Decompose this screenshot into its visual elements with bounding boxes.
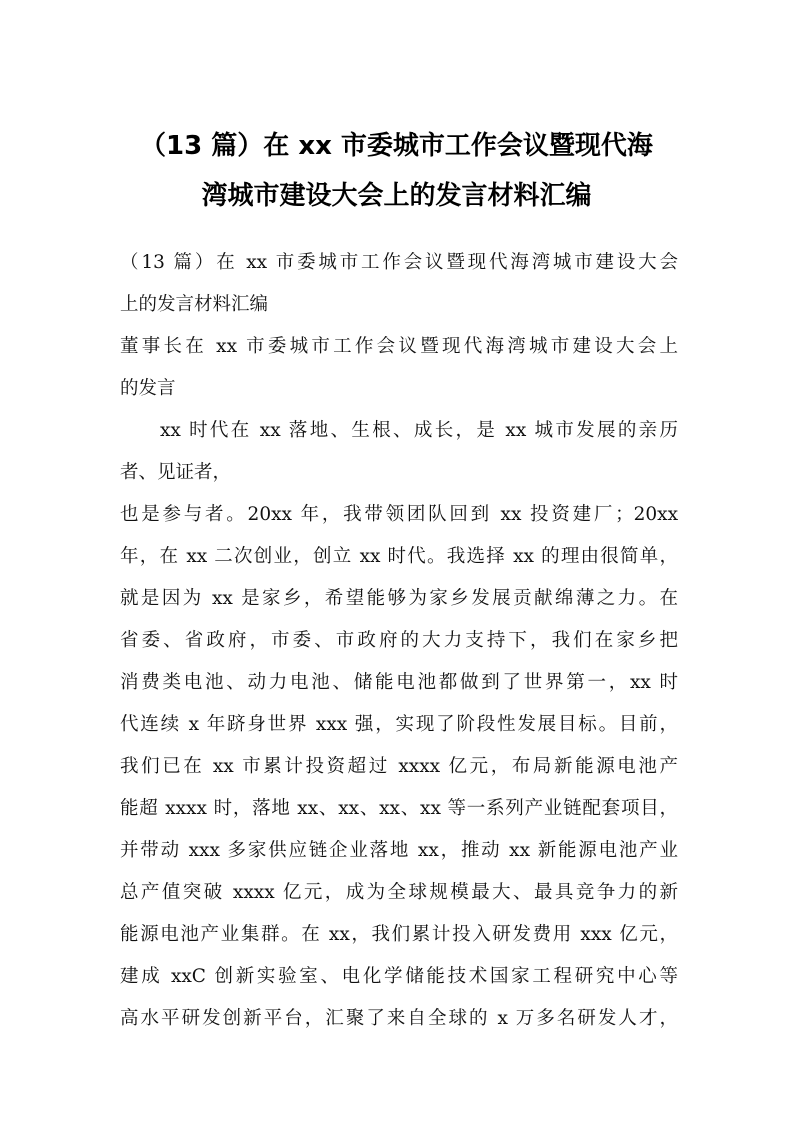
text-line: 也是参与者。20xx 年，我带领团队回到 xx 投资建厂；20xx: [120, 504, 678, 525]
text-line: 就是因为 xx 是家乡，希望能够为家乡发展贡献绵薄之力。在: [120, 588, 678, 609]
text-line: 年，在 xx 二次创业，创立 xx 时代。我选择 xx 的理由很简单，: [120, 546, 678, 567]
text-line: （13 篇）在 xx 市委城市工作会议暨现代海湾城市建设大会: [120, 252, 678, 273]
text-line: 的发言: [120, 378, 176, 399]
text-line: xx 时代在 xx 落地、生根、成长，是 xx 城市发展的亲历: [160, 420, 678, 441]
text-line: 省委、省政府，市委、市政府的大力支持下，我们在家乡把: [120, 630, 678, 651]
text-line: 总产值突破 xxxx 亿元，成为全球规模最大、最具竞争力的新: [120, 882, 678, 903]
text-line: 能源电池产业集群。在 xx，我们累计投入研发费用 xxx 亿元，: [120, 924, 678, 945]
text-line: 者、见证者，: [120, 462, 232, 483]
text-line: 我们已在 xx 市累计投资超过 xxxx 亿元，布局新能源电池产: [120, 756, 678, 777]
text-line: 建成 xxC 创新实验室、电化学储能技术国家工程研究中心等: [120, 966, 678, 987]
text-line: 能超 xxxx 时，落地 xx、xx、xx、xx 等一系列产业链配套项目，: [120, 798, 678, 819]
document-title-line-1: （13 篇）在 xx 市委城市工作会议暨现代海: [140, 131, 653, 161]
text-line: 并带动 xxx 多家供应链企业落地 xx，推动 xx 新能源电池产业: [120, 840, 678, 861]
text-line: 代连续 x 年跻身世界 xxx 强，实现了阶段性发展目标。目前，: [120, 714, 678, 735]
text-line: 上的发言材料汇编: [120, 294, 269, 315]
document-body: [120, 247, 678, 1045]
document-title-line-2: 湾城市建设大会上的发言材料汇编: [201, 181, 592, 211]
text-line: 董事长在 xx 市委城市工作会议暨现代海湾城市建设大会上: [120, 336, 678, 357]
text-line: 消费类电池、动力电池、储能电池都做到了世界第一，xx 时: [120, 672, 678, 693]
text-line: 高水平研发创新平台，汇聚了来自全球的 x 万多名研发人才，: [120, 1008, 678, 1029]
